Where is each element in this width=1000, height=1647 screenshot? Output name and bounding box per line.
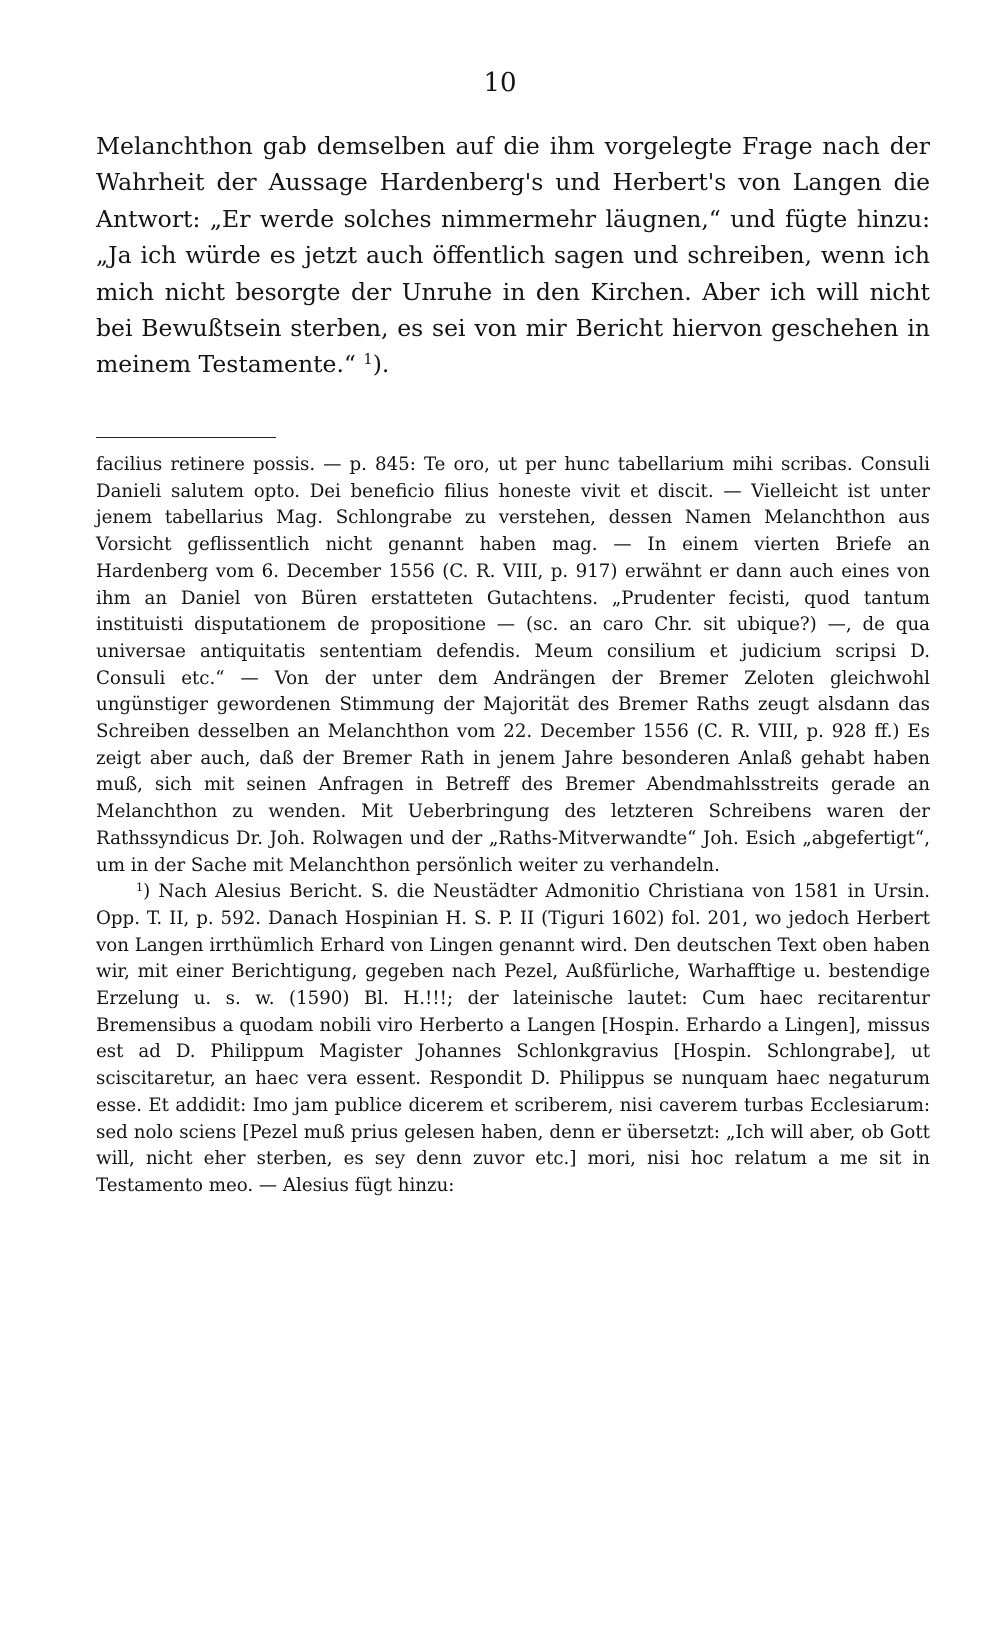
page-number: 10 xyxy=(483,68,517,98)
main-text xyxy=(96,128,930,383)
continued-footnote: facilius retinere possis. — p. 845: Te oro, ut per hunc tabellarium mihi scribas. Consuli Danieli salutem opto. Dei beneficio filius honeste vivit et discit. — Vielleicht ist unter jenem tabellarius Mag. Schlongrabe zu verstehen, dessen Namen Melanchthon aus Vorsicht geflissentlich nicht genannt haben mag. — In einem vierten Briefe an Hardenberg vom 6. December 1556 (C. R. VIII, p. 917) erwähnt er dann auch eines von ihm an Daniel von Büren erstatteten Gutachtens. „Prudenter fecisti, quod tantum instituisti disputationem de propositione — (sc. an caro Chr. sit ubique?) —, de qua universae antiquitatis sententiam defendis. Meum consilium et judicium scripsi D. Consuli etc.“ — Von der unter dem Andrängen der Bremer Zeloten gleichwohl ungünstiger gewordenen Stimmung der Majorität des Bremer Raths zeugt alsdann das Schreiben desselben an Melanchthon vom 22. December 1556 (C. R. VIII, p. 928 ff.) Es zeigt aber auch, daß der Bremer Rath in jenem Jahre besonderen Anlaß gehabt haben muß, sich mit seinen Anfragen in Betreff des Bremer Abendmahlsstreits gerade an Melanchthon zu wenden. Mit Ueberbringung des letzteren Schreibens waren der Rathssyndicus Dr. Joh. Rolwagen und der „Raths-Mitverwandte“ Joh. Esich „abgefertigt“, um in der Sache mit Melanchthon persönlich weiter zu verhandeln. xyxy=(96,454,930,876)
footnote-divider xyxy=(96,437,276,438)
main-paragraph: Melanchthon gab demselben auf die ihm vorgelegte Frage nach der Wahrheit der Aussage Hardenberg's und Herbert's von Langen die Antwort: „Er werde solches nimmermehr läugnen,“ und fügte hinzu: „Ja ich würde es jetzt auch öffentlich sagen und schreiben, wenn ich mich nicht besorgte der Unruhe in den Kirchen. Aber ich will nicht bei Bewußtsein sterben, es sei von mir Bericht hiervon geschehen in meinem Testamente.“ xyxy=(96,132,930,379)
footnotes xyxy=(96,452,930,1200)
footnote-reference: 1 xyxy=(363,351,373,369)
footnote-1-text: ) Nach Alesius Bericht. S. die Neustädter Admonitio Christiana von 1581 in Ursin. Opp. T. II, p. 592. Danach Hospinian H. S. P. II (Tiguri 1602) fol. 201, wo jedoch Herbert von Langen irrthümlich Erhard von Lingen genannt wird. Den deutschen Text oben haben wir, mit einer Berichtigung, gegeben nach Pezel, Außfürliche, Warhafftige u. bestendige Erzelung u. s. w. (1590) Bl. H.!!!; der lateinische lautet: Cum haec recitarentur Bremensibus a quodam nobili viro Herberto a Langen [Hospin. Erhardo a Lingen], missus est ad D. Philippum Magister Johannes Schlonkgravius [Hospin. Schlongrabe], ut sciscitaretur, an haec vera essent. Respondit D. Philippus se nunquam haec negaturum esse. Et addidit: Imo jam publice dicerem et scriberem, nisi caverem turbas Ecclesiarum: sed nolo sciens [Pezel muß prius gelesen haben, denn er übersetzt: „Ich will aber, ob Gott will, nicht eher sterben, es sey denn zuvor etc.] mori, nisi hoc relatum a me sit in Testamento meo. — Alesius fügt hinzu: xyxy=(96,881,930,1196)
footnote-1-marker: 1 xyxy=(136,881,144,895)
main-paragraph-tail: ). xyxy=(372,350,390,379)
footnote-1 xyxy=(96,879,930,1199)
